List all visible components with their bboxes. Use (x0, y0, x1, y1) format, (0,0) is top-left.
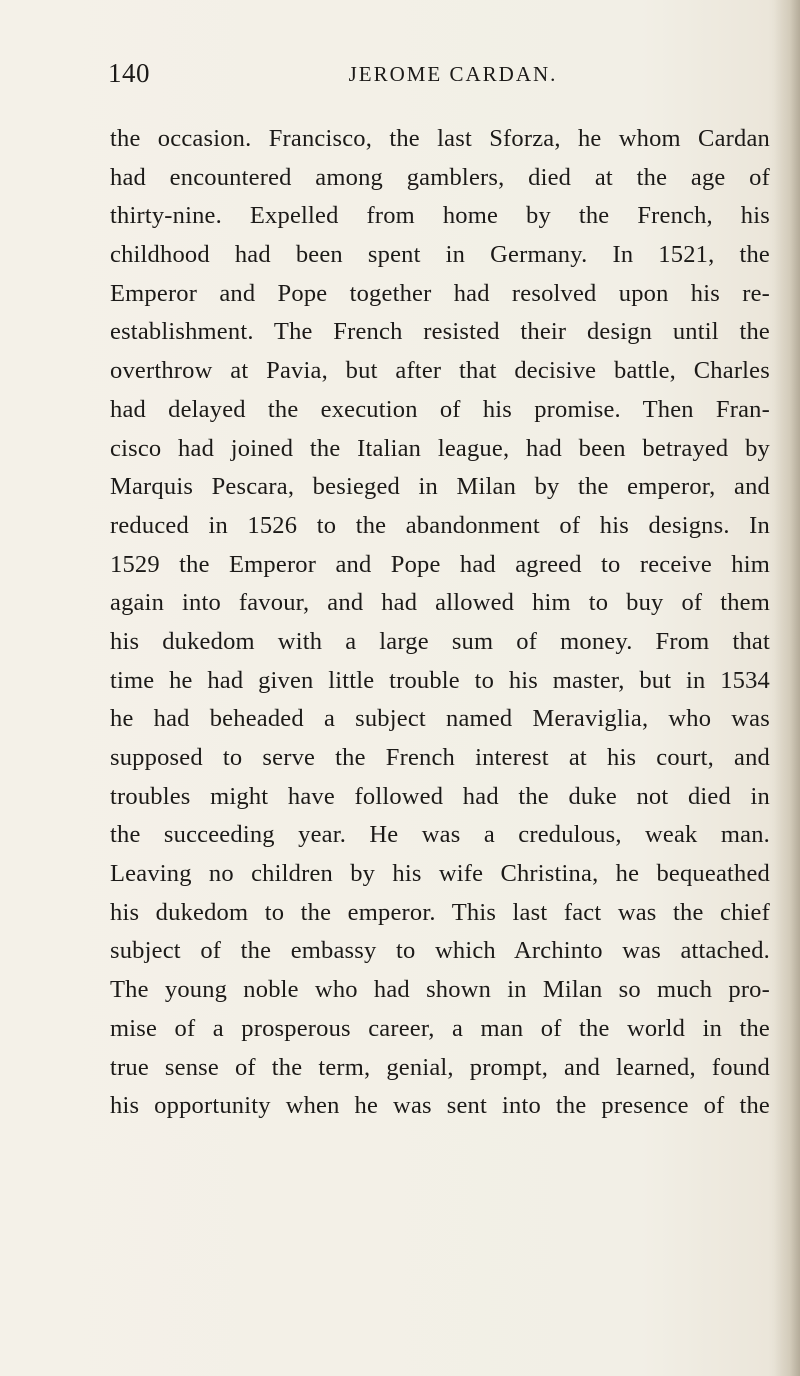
page-edge-shadow (774, 0, 800, 1376)
text-line: Leaving no children by his wife Christina, he bequeathed (110, 860, 770, 888)
text-line: true sense of the term, genial, prompt, and learned, found (110, 1053, 770, 1081)
text-line: reduced in 1526 to the abandonment of his designs. In (110, 511, 770, 539)
text-line: time he had given little trouble to his master, but in 1534 (110, 666, 770, 694)
text-line: 1529 the Emperor and Pope had agreed to receive him (110, 550, 770, 578)
text-line: his dukedom to the emperor. This last fact was the chief (110, 898, 770, 926)
text-line: he had beheaded a subject named Meraviglia, who was (110, 705, 770, 733)
body-text (110, 120, 770, 1126)
text-line: supposed to serve the French interest at his court, and (110, 744, 770, 771)
page-header (108, 58, 768, 98)
text-line: thirty-nine. Expelled from home by the French, his (110, 202, 770, 230)
text-line: the occasion. Francisco, the last Sforza, he whom Cardan (110, 125, 770, 152)
text-line: had delayed the execution of his promise. Then Fran- (110, 395, 770, 423)
text-line: cisco had joined the Italian league, had been betrayed by (110, 434, 770, 462)
text-line: mise of a prosperous career, a man of the world in the (110, 1014, 770, 1042)
text-line: Emperor and Pope together had resolved upon his re- (110, 279, 770, 307)
text-line: his dukedom with a large sum of money. From that (110, 627, 770, 655)
text-line: again into favour, and had allowed him to buy of them (110, 589, 770, 617)
text-line: overthrow at Pavia, but after that decisive battle, Charles (110, 357, 770, 385)
text-line: childhood had been spent in Germany. In 1521, the (110, 241, 770, 269)
page-number: 140 (108, 58, 150, 88)
running-head: JEROME CARDAN. (348, 62, 558, 86)
text-line: troubles might have followed had the duke not died in (110, 782, 770, 810)
text-line: the succeeding year. He was a credulous, weak man. (110, 821, 770, 849)
text-line: Marquis Pescara, besieged in Milan by the emperor, and (110, 473, 770, 501)
text-line: The young noble who had shown in Milan so much pro- (110, 976, 770, 1004)
text-line: had encountered among gamblers, died at the age of (110, 163, 770, 191)
text-line: subject of the embassy to which Archinto was attached. (110, 937, 770, 965)
text-line: his opportunity when he was sent into the presence of the (110, 1092, 770, 1120)
text-line: establishment. The French resisted their design until the (110, 318, 770, 346)
